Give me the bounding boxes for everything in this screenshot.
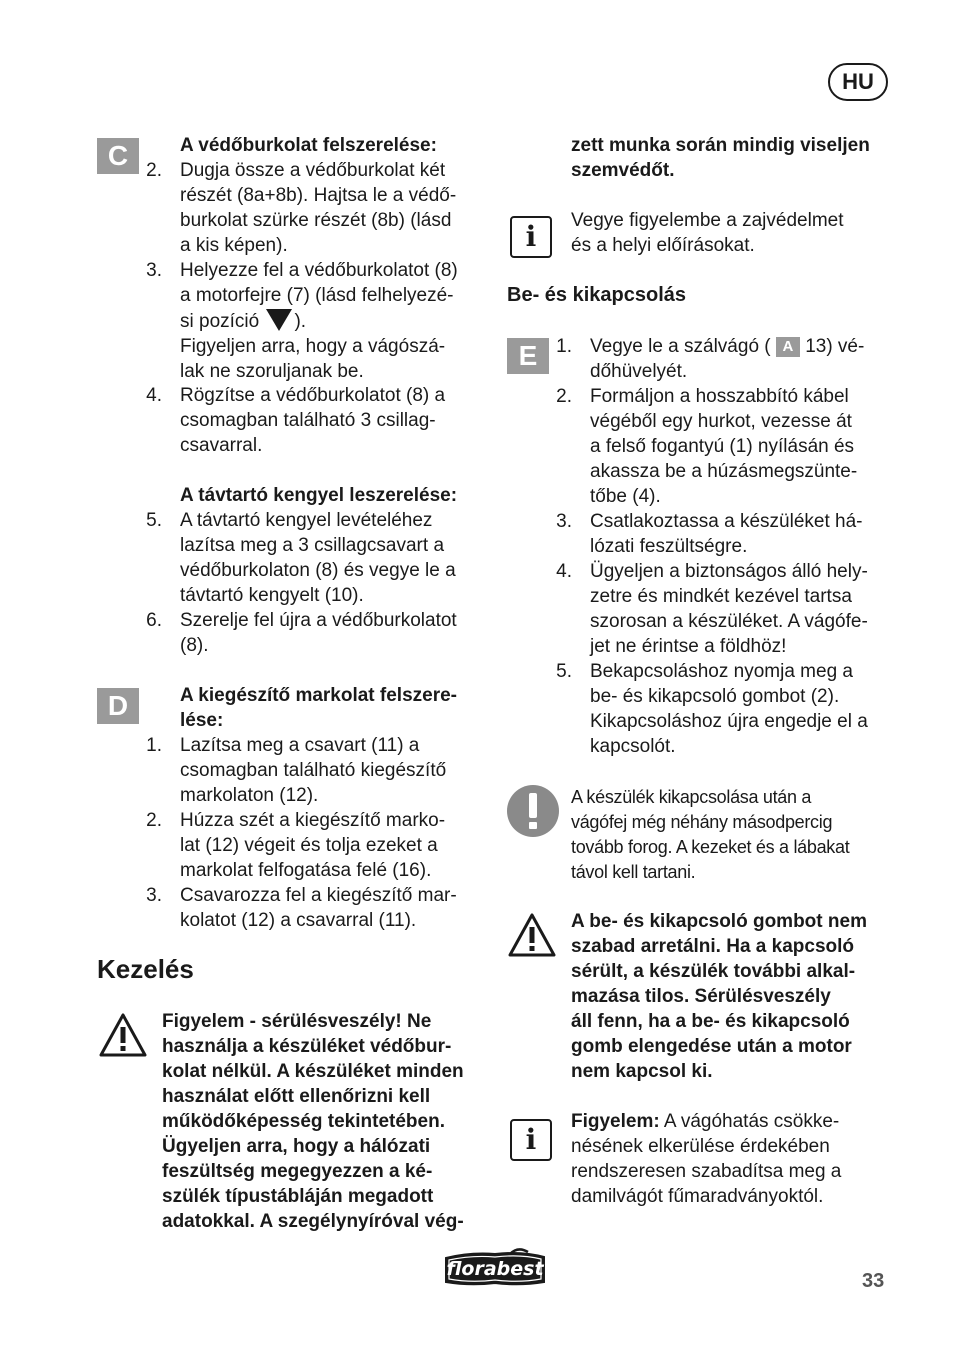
warning-line: működőképesség tekintetében. xyxy=(162,1111,445,1132)
item-line: részét (8a+8b). Hajtsa le a védő- xyxy=(180,185,457,206)
item-line-position xyxy=(180,308,490,334)
warning-line: Ügyeljen arra, hogy a hálózati xyxy=(162,1136,431,1157)
heading-guard-mount: A védőburkolat felszerelése: xyxy=(180,135,437,156)
warning-line: használja a készüléket védőbur- xyxy=(162,1036,452,1057)
note-text: A vágóhatás csökke- xyxy=(659,1111,840,1132)
item-number: 6. xyxy=(146,610,162,631)
info-icon: i xyxy=(510,216,552,258)
info-note-cleaning xyxy=(571,1109,901,1209)
list-item xyxy=(142,508,482,608)
heading-spacer-removal: A távtartó kengyel leszerelése: xyxy=(180,485,458,506)
item-line: Húzza szét a kiegészítő marko- xyxy=(180,810,446,831)
item-line: si pozíció xyxy=(180,311,260,332)
notice-line: vágófej még néhány másodpercig xyxy=(571,812,833,832)
item-number: 3. xyxy=(146,260,162,281)
item-line: kolatot (12) a csavarral (11). xyxy=(180,910,417,931)
figure-badge: A xyxy=(776,337,800,357)
item-line: zetre és mindkét kezével tartsa xyxy=(590,586,852,607)
item-number: 3. xyxy=(146,885,162,906)
item-number: 4. xyxy=(556,561,572,582)
section-title-kezeles: Kezelés xyxy=(97,954,194,984)
item-number: 4. xyxy=(146,385,162,406)
item-line: Figyeljen arra, hogy a vágószá- xyxy=(180,336,446,357)
warning-line: A be- és kikapcsoló gombot nem xyxy=(571,911,867,932)
note-line: rendszeresen szabadítsa meg a xyxy=(571,1161,842,1182)
list-item xyxy=(142,808,482,883)
heading-handle-mount xyxy=(180,683,457,733)
warning-continuation xyxy=(571,133,901,183)
item-line: csomagban található kiegészítő xyxy=(180,760,447,781)
warning-line: feszültség megegyezzen a ké- xyxy=(162,1161,433,1182)
item-line: lak ne szoruljanak be. xyxy=(180,361,364,382)
warning-line: adatokkal. A szegélynyíróval vég- xyxy=(162,1211,464,1232)
item-number: 5. xyxy=(556,661,572,682)
item-line: lazítsa meg a 3 csillagcsavart a xyxy=(180,535,445,556)
item-line: ). xyxy=(294,311,307,332)
warning-line: gomb elengedése után a motor xyxy=(571,1036,852,1057)
list-item xyxy=(142,158,482,258)
warning-line: zett munka során mindig viseljen xyxy=(571,135,870,156)
list-item xyxy=(142,383,482,458)
note-line: és a helyi előírásokat. xyxy=(571,235,755,256)
exclamation-circle-icon xyxy=(506,784,560,838)
item-line: (8). xyxy=(180,635,209,656)
item-line: lózati feszültségre. xyxy=(590,536,748,557)
list-item xyxy=(552,559,897,659)
notice-line: tovább forog. A kezeket és a lábakat xyxy=(571,837,850,857)
item-number: 1. xyxy=(146,735,162,756)
florabest-logo xyxy=(440,1248,550,1288)
item-line xyxy=(590,334,900,359)
item-line: lat (12) végeit és tolja ezeket a xyxy=(180,835,438,856)
warning-line: kolat nélkül. A készüléket minden xyxy=(162,1061,464,1082)
heading-line: A kiegészítő markolat felszere- xyxy=(180,685,458,706)
item-line: markolat felfogatása felé (16). xyxy=(180,860,432,881)
list-item xyxy=(552,384,897,509)
item-line: a kis képen). xyxy=(180,235,288,256)
list-item xyxy=(142,258,482,383)
item-line: A távtartó kengyel levételéhez xyxy=(180,510,433,531)
note-line xyxy=(571,1109,901,1134)
list-item xyxy=(142,883,482,933)
list-item xyxy=(552,334,897,384)
section-marker-c: C xyxy=(97,138,139,174)
notice-line: A készülék kikapcsolása után a xyxy=(571,787,812,807)
heading-line: lése: xyxy=(180,710,224,731)
item-number: 3. xyxy=(556,511,572,532)
warning-text-switch xyxy=(571,909,901,1084)
item-text: 13) vé- xyxy=(805,336,865,357)
item-line: Szerelje fel újra a védőburkolatot xyxy=(180,610,457,631)
section-marker-d: D xyxy=(97,688,139,724)
list-item xyxy=(142,733,482,808)
note-label: Figyelem: xyxy=(571,1111,660,1132)
item-line: a felső fogantyú (1) nyílásán és xyxy=(590,436,855,457)
item-line: tőbe (4). xyxy=(590,486,661,507)
item-line: Formáljon a hosszabbító kábel xyxy=(590,386,849,407)
language-badge: HU xyxy=(828,63,888,101)
note-line: nésének elkerülése érdekében xyxy=(571,1136,830,1157)
warning-line: mazása tilos. Sérülésveszély xyxy=(571,986,831,1007)
notice-text xyxy=(571,785,901,885)
item-line: Helyezze fel a védőburkolatot (8) xyxy=(180,260,458,281)
info-note-noise xyxy=(571,208,901,258)
note-line: Vegye figyelembe a zajvédelmet xyxy=(571,210,844,231)
item-line: kapcsolót. xyxy=(590,736,676,757)
item-line: Csavarozza fel a kiegészítő mar- xyxy=(180,885,457,906)
notice-line: távol kell tartani. xyxy=(571,862,696,882)
page-number: 33 xyxy=(862,1270,885,1292)
item-text: Vegye le a szálvágó ( xyxy=(590,336,771,357)
item-line: be- és kikapcsoló gombot (2). xyxy=(590,686,840,707)
item-line: markolaton (12). xyxy=(180,785,319,806)
item-number: 2. xyxy=(146,160,162,181)
warning-line: áll fenn, ha a be- és kikapcsoló xyxy=(571,1011,850,1032)
list-item xyxy=(142,608,482,658)
heading-on-off: Be- és kikapcsolás xyxy=(507,284,686,306)
item-line: csavarral. xyxy=(180,435,263,456)
item-line: akassza be a húzásmegszünte- xyxy=(590,461,858,482)
item-line: burkolat szürke részét (8b) (lásd xyxy=(180,210,452,231)
item-line: Ügyeljen a biztonságos álló hely- xyxy=(590,561,868,582)
section-marker-e: E xyxy=(507,338,549,374)
item-line: csomagban található 3 csillag- xyxy=(180,410,436,431)
warning-triangle-icon xyxy=(507,912,557,958)
warning-text xyxy=(162,1009,487,1234)
warning-line: használat előtt ellenőrizni kell xyxy=(162,1086,431,1107)
item-line: Kikapcsoláshoz újra engedje el a xyxy=(590,711,868,732)
item-line: dőhüvelyét. xyxy=(590,361,688,382)
warning-line: szülék típustábláján megadott xyxy=(162,1186,434,1207)
item-line: Bekapcsoláshoz nyomja meg a xyxy=(590,661,853,682)
warning-line: Figyelem - sérülésveszély! Ne xyxy=(162,1011,432,1032)
item-number: 1. xyxy=(556,336,572,357)
logo-text: florabest xyxy=(446,1258,544,1280)
item-line: jet ne érintse a földhöz! xyxy=(590,636,787,657)
warning-line: szemvédőt. xyxy=(571,160,675,181)
list-item xyxy=(552,659,897,759)
item-line: szorosan a készüléket. A vágófe- xyxy=(590,611,868,632)
item-line: Rögzítse a védőburkolatot (8) a xyxy=(180,385,446,406)
warning-line: szabad arretálni. Ha a kapcsoló xyxy=(571,936,855,957)
item-line: távtartó kengyelt (10). xyxy=(180,585,364,606)
item-number: 2. xyxy=(146,810,162,831)
info-icon: i xyxy=(510,1119,552,1161)
warning-triangle-icon xyxy=(98,1012,148,1058)
down-triangle-icon xyxy=(264,308,294,332)
item-number: 2. xyxy=(556,386,572,407)
note-line: damilvágót fűmaradványoktól. xyxy=(571,1186,824,1207)
item-line: Dugja össze a védőburkolat két xyxy=(180,160,446,181)
item-line: Lazítsa meg a csavart (11) a xyxy=(180,735,420,756)
item-line: a motorfejre (7) (lásd felhelyezé- xyxy=(180,285,454,306)
item-line: végéből egy hurkot, vezesse át xyxy=(590,411,852,432)
warning-line: sérült, a készülék további alkal- xyxy=(571,961,856,982)
list-item xyxy=(552,509,897,559)
item-number: 5. xyxy=(146,510,162,531)
item-line: védőburkolaton (8) és vegye le a xyxy=(180,560,456,581)
warning-line: nem kapcsol ki. xyxy=(571,1061,713,1082)
item-line: Csatlakoztassa a készüléket há- xyxy=(590,511,863,532)
